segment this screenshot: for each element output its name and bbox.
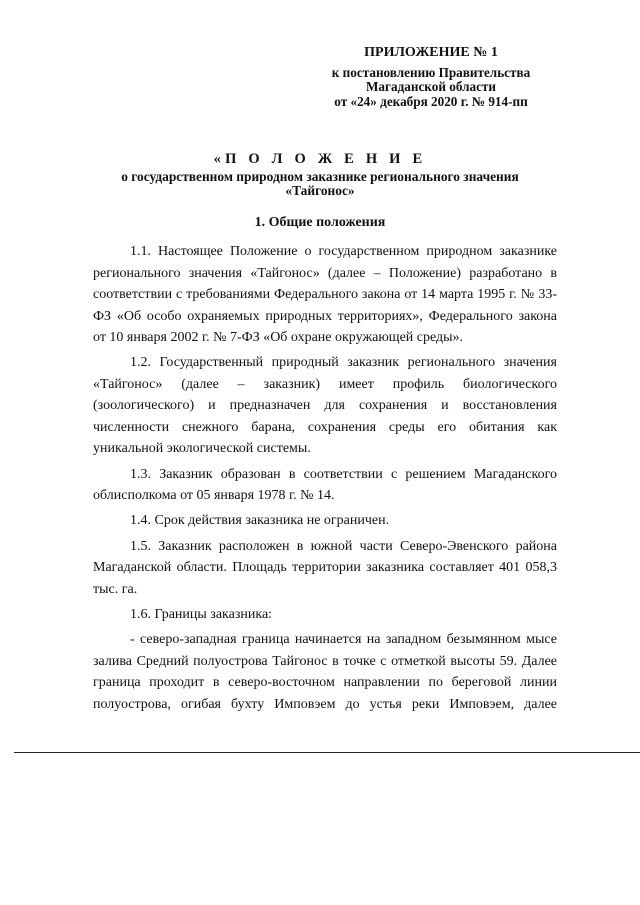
appendix-title: ПРИЛОЖЕНИЕ № 1 [364, 45, 498, 60]
paragraph-1-4: 1.4. Срок действия заказника не ограничен. [130, 513, 390, 529]
document-body [93, 241, 557, 719]
appendix-date-line: от «24» декабря 2020 г. № 914-пп [334, 93, 528, 109]
paragraph-1-2: 1.2. Государственный природный заказник регионального значения «Тайгонос» (далее – заказник) имеет профиль биологического (зоологического) и предназначен для сохранения и восстановления численности снежного барана, сохранения среды его обитания как уникальной экологической системы. [93, 355, 557, 457]
paragraph-1-3: 1.3. Заказник образован в соответствии с решением Магаданского облисполкома от 05 января 1978 г. № 14. [93, 466, 557, 504]
page-divider [14, 752, 640, 753]
paragraph-1-5: 1.5. Заказник расположен в южной части Северо-Эвенского района Магаданской области. Площадь территории заказника составляет 401 058,3 тыс. га. [93, 538, 557, 597]
document-title-name: «Тайгонос» [285, 183, 355, 198]
document-title-main: «П О Л О Ж Е Н И Е [213, 151, 427, 167]
document-title-subject: о государственном природном заказнике регионального значения [121, 168, 519, 184]
appendix-header [300, 46, 562, 109]
document-title [80, 152, 560, 199]
appendix-region-line: Магаданской области [365, 79, 497, 94]
paragraph-1-6: 1.6. Границы заказника: [130, 606, 273, 622]
boundary-description: - северо-западная граница начинается на западном безымянном мысе залива Средний полуострова Тайгонос в точке с отметкой высоты 59. Далее граница проходит в северо-восточном направлении по береговой линии полуострова, огибая бухту Имповэем до устья реки Имповэем, далее [93, 632, 557, 712]
appendix-resolution-line: к постановлению Правительства [331, 64, 531, 80]
section-heading: 1. Общие положения [254, 215, 386, 230]
paragraph-1-1: 1.1. Настоящее Положение о государственном природном заказнике регионального значения «Тайгонос» (далее – Положение) разработано в соответствии с требованиями Федерального закона от 14 марта 1995 г. № 33-ФЗ «Об особо охраняемых природных территориях», Федерального закона от 10 января 2002 г. № 7-ФЗ «Об охране окружающей среды». [93, 244, 557, 345]
